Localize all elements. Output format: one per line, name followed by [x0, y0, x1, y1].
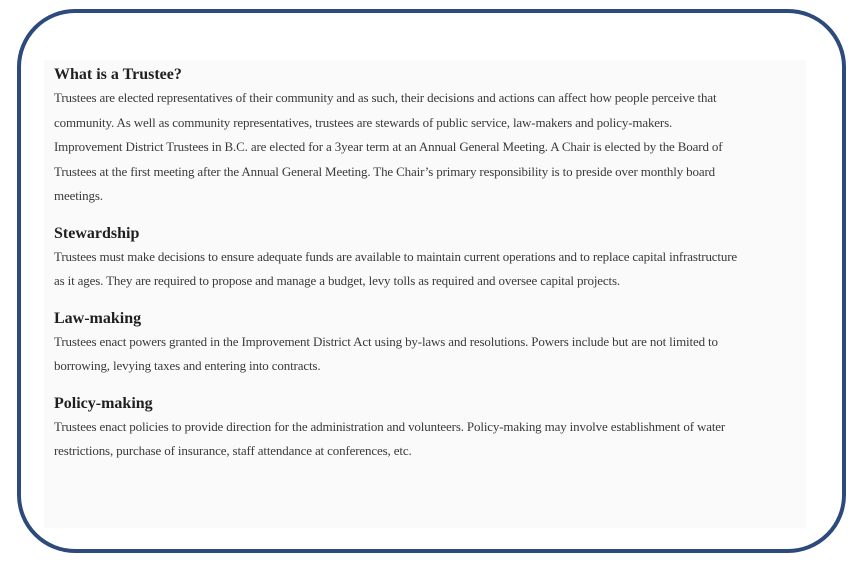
body-line: Improvement District Trustees in B.C. are elected for a 3year term at an Annual General Meeting. A Chair is elected by the Board of [54, 139, 723, 154]
section-policy-making [54, 393, 806, 464]
content-panel [44, 60, 806, 528]
body-line: borrowing, levying taxes and entering into contracts. [54, 358, 321, 373]
section-law-making [54, 308, 806, 379]
section-heading: Policy-making [54, 394, 153, 412]
body-line: Trustees at the first meeting after the Annual General Meeting. The Chair’s primary responsibility is to preside over monthly board [54, 163, 716, 179]
body-line: meetings. [54, 188, 103, 203]
body-line: community. As well as community representatives, trustees are stewards of public service, law-makers and policy-makers. [54, 114, 673, 130]
body-line: restrictions, purchase of insurance, staff attendance at conferences, etc. [54, 443, 412, 458]
section-heading: Law-making [54, 309, 142, 327]
body-line: Trustees are elected representatives of their community and as such, their decisions and actions can affect how people perceive that [54, 90, 717, 105]
section-body [54, 330, 806, 379]
section-body [54, 245, 806, 294]
section-what-is-a-trustee [54, 64, 806, 209]
section-heading: What is a Trustee? [54, 66, 182, 83]
section-heading: Stewardship [54, 224, 140, 242]
section-body [54, 86, 806, 209]
body-line: Trustees enact powers granted in the Improvement District Act using by-laws and resolutions. Powers include but are not limited to [54, 333, 718, 349]
section-body [54, 415, 806, 464]
section-stewardship [54, 223, 806, 294]
body-line: Trustees enact policies to provide direction for the administration and volunteers. Policy-making may involve establishment of water [54, 418, 726, 434]
body-line: as it ages. They are required to propose and manage a budget, levy tolls as required and oversee capital projects. [54, 273, 621, 288]
body-line: Trustees must make decisions to ensure adequate funds are available to maintain current operations and to replace capital infrastructure [54, 248, 738, 264]
